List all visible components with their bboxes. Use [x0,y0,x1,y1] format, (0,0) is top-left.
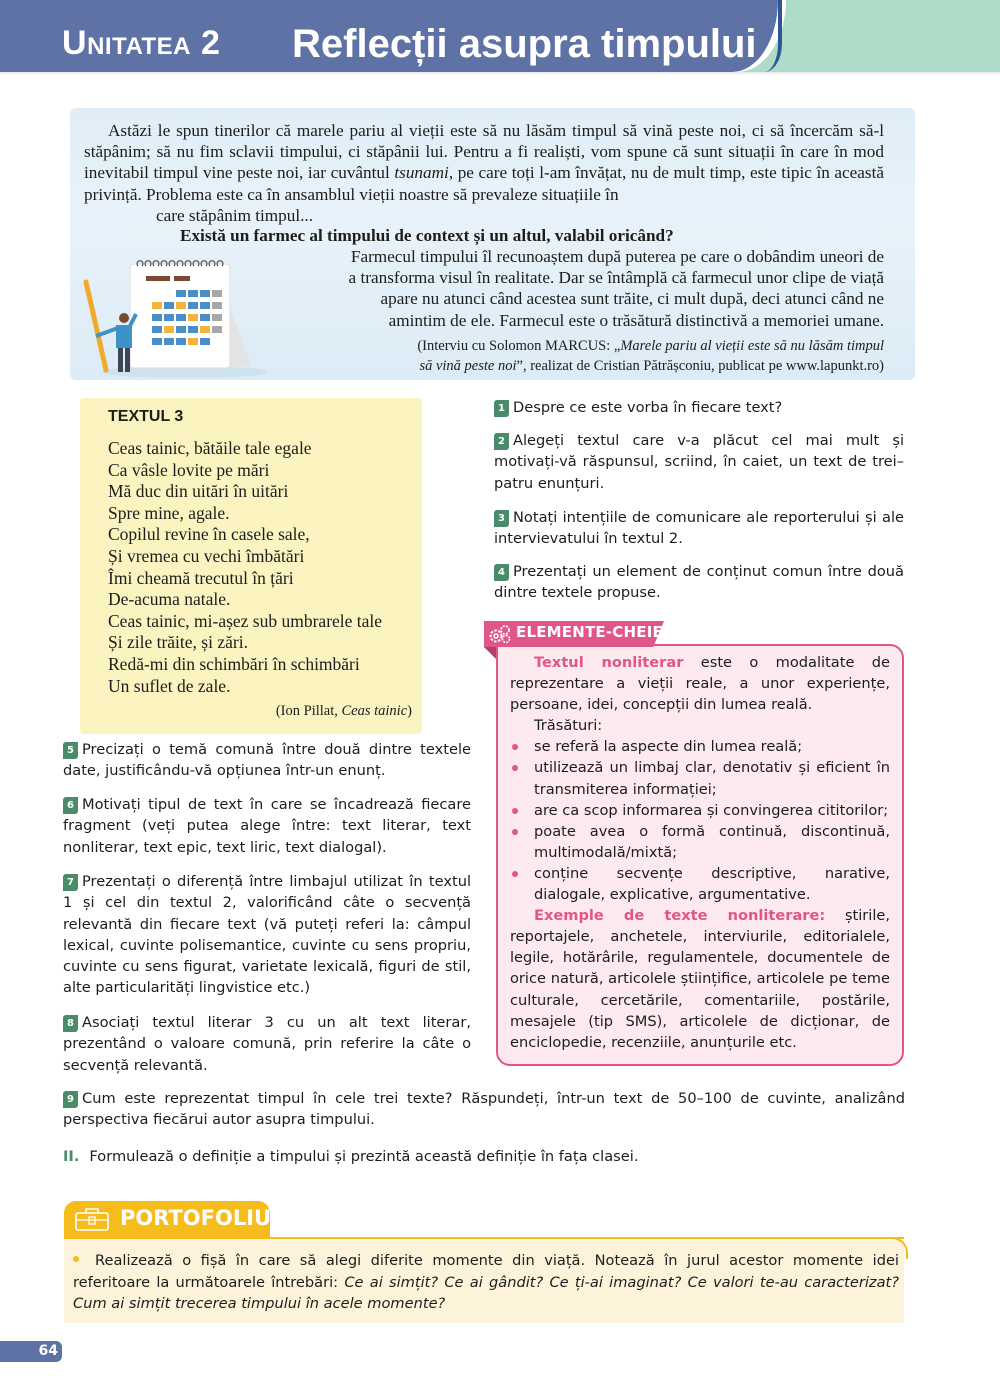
calendar-illustration [76,250,266,380]
intro-text-b: , pe care toți l-am învățat, nu de mult timp, este tipic în această privință. Problema este ca în ansamblul vieții noastre să prevaleze situațiile în [84,163,884,204]
question-number-badge: 5 [63,742,78,759]
examples-text: știrile, reportajele, anchetele, interviurile, editorialele, legile, hotărârile, regulamentele, documentele de orice natură, articolele științifice, articolele pe teme culturale, cercetările, comentariile, postările, mesajele (tip SMS), articolele de dicționar, de enciclopedie, recenziile, anunțurile etc. [510,907,890,1051]
section-two [63,1146,905,1167]
poem-line: Și vremea cu vechi îmbătări [108,545,305,566]
briefcase-icon [74,1206,110,1232]
question-text: Prezentați un element de conținut comun între două dintre textele propuse. [494,563,904,602]
question-number-badge: 1 [494,400,509,417]
gear-icon [488,623,512,645]
page-header [0,0,1000,72]
citation-suffix: ”, realizat de Cristian Pătrășconiu, publicat pe www.lapunkt.ro) [516,358,884,374]
question-number-badge: 4 [494,564,509,581]
poem-line: Ceas tainic, bătăile tale egale [108,438,312,458]
key-definition-text: este o modalitate de reprezentare a vieții reale, a unor experiențe, persoane, idei, concepții din lumea reală. [510,654,891,714]
unit-label [62,24,220,63]
page-number: 64 [0,1341,62,1362]
question-text: Prezentați o diferență între limbajul utilizat în textul 1 și cel din textul 2, valorificând câte o secvență relevantă din fiecare text (vă puteți referi la: câmpul lexical, cuvinte polisemantice, cuvinte cu sens propriu, cuvinte cu sens figurat, varietate lexicală, figuri de stil, alte particularități lingvistice etc.) [63,873,471,997]
question-3 [494,507,904,550]
intro-text-italic: tsunami [394,163,449,183]
poem-cite-end: ) [407,703,412,719]
poem-line: Ceas tainic, mi-așez sub umbrarele tale [108,610,383,631]
feature-item: utilizează un limbaj clar, denotativ și eficient în transmiterea informației; [510,757,890,799]
key-elements-content [510,652,890,1053]
question-text: Precizați o temă comună între două dintre textele date, justificându-vă opțiunea într-un enunț. [63,741,471,780]
unit-number: 2 [200,24,221,62]
poem-line: Mă duc din uitări în uitări [108,481,289,502]
poem-line: Și zile trăite, și zări. [108,632,248,653]
question-number-badge: 6 [63,797,78,814]
header-rule [0,72,1000,74]
intro2-line: apare nu atunci când acestea sunt trăite, ci mult după, deci atunci când ne [380,289,884,309]
intro2-line: amintim de ele. Farmecul este o trăsătură distinctivă a memoriei umane. [388,310,884,330]
intro-citation [330,336,884,376]
poem-line: Redă-mi din schimbări în schimbări [108,653,360,674]
key-elements-label: ELEMENTE-CHEIE [516,623,663,641]
intro-paragraph [84,120,884,226]
question-text: Notați intențiile de comunicare ale reporterului și ale intervievatului în textul 2. [494,509,904,548]
intro-text-last: care stăpânim timpul... [156,205,314,225]
question-4 [494,561,904,604]
citation-prefix: (Interviu cu Solomon MARCUS: „ [417,338,621,354]
portfolio-text-questions: Ce ai simțit? Ce ai gândit? Ce ți-ai imaginat? Ce valori te-au caracterizat? Cum ai simțit trecerea timpului în acele momente? [73,1273,900,1312]
question-number-badge: 3 [494,510,509,527]
question-5 [63,739,471,782]
question-8 [63,1012,471,1076]
question-text: Cum este reprezentat timpul în cele trei texte? Răspundeți, într-un text de 50–100 de cuvinte, analizând perspectiva fiecărui autor asupra timpului. [63,1090,905,1129]
poem-cite-title: Ceas tainic [341,703,408,719]
question-text: Motivați tipul de text în care se încadrează fiecare fragment (veți putea alege între: text literar, text nonliterar, text epic, text liric, text dialogal). [63,796,471,856]
question-1 [494,397,904,418]
question-7 [63,871,471,999]
feature-item: poate avea o formă continuă, discontinuă, multimodală/mixtă; [510,821,890,863]
intro-text-a: Astăzi le spun tinerilor că marele pariu al vieții este să nu lăsăm timpul să vină peste noi, ci să încercăm să-l stăpânim; să nu fim sclavii timpului, ci stăpânii lui. Pentru a fi realiști, vom spune că sunt situații în care în mod inevitabil timpul vine peste noi, iar cuvântul [84,121,884,183]
poem-line: Ca vâsle lovite pe mări [108,459,270,480]
intro2-line: Farmecul timpului îl recunoaștem după puterea pe care o dobândim uneori de [350,247,884,266]
question-text: Despre ce este vorba în fiecare text? [513,399,783,416]
text3-title: TEXTUL 3 [108,408,184,425]
question-text: Asociați textul literar 3 cu un alt text literar, prezentând o valoare comună, prin referire la câte o secvență relevantă. [63,1014,471,1074]
citation-title-1: Marele pariu al vieții este să nu lăsăm timpul [620,338,884,354]
poem [108,438,382,697]
intro-question: Există un farmec al timpului de context și un altul, valabil oricând? [180,226,674,245]
features-list [510,736,890,905]
question-number-badge: 7 [63,874,78,891]
poem-line: Un suflet de zale. [108,675,231,696]
poem-citation [108,703,412,720]
question-text: Alegeți textul care v-a plăcut cel mai mult și motivați-vă răspunsul, scriind, în caiet, un text de trei–patru enunțuri. [494,432,904,492]
citation-title-2: să vină peste noi [419,358,517,374]
section-two-label: II. [63,1148,80,1165]
examples [510,905,890,1053]
bullet-dot [73,1256,79,1262]
question-2 [494,430,904,494]
feature-item: se referă la aspecte din lumea reală; [510,736,890,757]
portfolio-label: PORTOFOLIU [120,1206,272,1230]
poem-line: Spre mine, agale. [108,502,230,523]
question-number-badge: 8 [63,1015,78,1032]
portfolio-text [73,1250,899,1315]
key-elements-tab-fold [484,647,496,659]
feature-item: are ca scop informarea și convingerea cititorilor; [510,800,890,821]
poem-cite-author: (Ion Pillat, [275,703,342,719]
portfolio-text-main: Realizează o fișă în care să alegi diferite momente din viață. Notează în jurul acestor momente idei referitoare la următoarele întrebări: [73,1252,899,1291]
question-number-badge: 2 [494,433,509,450]
question-9 [63,1088,905,1131]
page-title: Reflecții asupra timpului [292,22,757,66]
features-label: Trăsături: [534,717,603,735]
intro-paragraph-2 [266,246,884,331]
examples-label: Exemple de texte nonliterare: [534,907,826,925]
intro2-line: a transforma visul în realitate. Dar se întâmplă că farmecul unor clipe de viață [348,268,884,288]
section-two-text: Formulează o definiție a timpului și prezintă această definiție în fața clasei. [89,1148,639,1165]
question-number-badge: 9 [63,1091,78,1108]
poem-line: Îmi cheamă trecutul în țări [108,567,294,588]
key-definition [510,652,890,715]
key-term: Textul nonliterar [534,654,684,671]
poem-line: De-acuma natale. [108,589,231,610]
question-6 [63,794,471,858]
unit-word: NITATEA [87,33,191,60]
unit-first-letter: U [62,24,88,62]
feature-item: conține secvențe descriptive, narative, dialogale, explicative, argumentative. [510,863,890,905]
poem-line: Copilul revine în casele sale, [108,524,310,545]
